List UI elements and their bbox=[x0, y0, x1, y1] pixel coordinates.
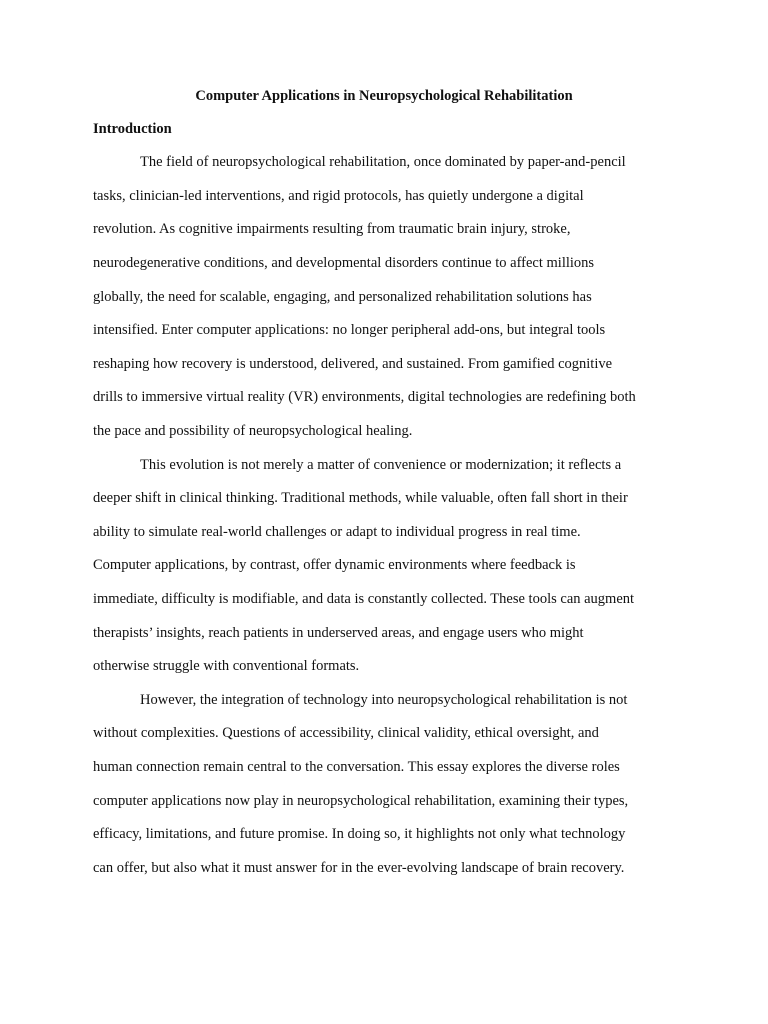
document-title: Computer Applications in Neuropsychological Rehabilitation bbox=[195, 88, 573, 104]
paragraph-1-line-4: neurodegenerative conditions, and developmental disorders continue to affect millions bbox=[93, 255, 595, 271]
paragraph-2-line-3: ability to simulate real-world challenges or adapt to individual progress in real time. bbox=[93, 524, 581, 540]
paragraph-3-line-6: can offer, but also what it must answer for in the ever-evolving landscape of brain recovery. bbox=[93, 860, 625, 876]
paragraph-3-line-2: without complexities. Questions of accessibility, clinical validity, ethical oversight, and bbox=[93, 725, 599, 741]
paragraph-1-line-6: intensified. Enter computer applications: no longer peripheral add-ons, but integral tools bbox=[93, 322, 606, 338]
paragraph-1-line-9: the pace and possibility of neuropsychological healing. bbox=[93, 423, 413, 439]
paragraph-2-line-2: deeper shift in clinical thinking. Traditional methods, while valuable, often fall short in their bbox=[93, 490, 628, 506]
paragraph-1-line-8: drills to immersive virtual reality (VR) environments, digital technologies are redefining both bbox=[93, 389, 636, 405]
paragraph-1-line-5: globally, the need for scalable, engaging, and personalized rehabilitation solutions has bbox=[93, 289, 592, 305]
paragraph-1-line-3: revolution. As cognitive impairments resulting from traumatic brain injury, stroke, bbox=[93, 221, 571, 237]
paragraph-3-line-3: human connection remain central to the conversation. This essay explores the diverse roles bbox=[93, 759, 620, 775]
paragraph-1-line-7: reshaping how recovery is understood, delivered, and sustained. From gamified cognitive bbox=[93, 356, 613, 372]
paragraph-3-line-5: efficacy, limitations, and future promise. In doing so, it highlights not only what technology bbox=[93, 826, 626, 842]
paragraph-1-line-1: The field of neuropsychological rehabilitation, once dominated by paper-and-pencil bbox=[140, 154, 626, 170]
paragraph-2-line-6: therapists’ insights, reach patients in underserved areas, and engage users who might bbox=[93, 625, 584, 641]
paragraph-2-line-7: otherwise struggle with conventional formats. bbox=[93, 658, 360, 674]
paragraph-2-line-5: immediate, difficulty is modifiable, and data is constantly collected. These tools can augment bbox=[93, 591, 635, 607]
paragraph-2-line-4: Computer applications, by contrast, offer dynamic environments where feedback is bbox=[93, 557, 576, 573]
paragraph-2-line-1: This evolution is not merely a matter of convenience or modernization; it reflects a bbox=[140, 457, 622, 473]
paragraph-3-line-4: computer applications now play in neuropsychological rehabilitation, examining their types, bbox=[93, 793, 629, 809]
section-heading: Introduction bbox=[93, 121, 172, 137]
paragraph-1-line-2: tasks, clinician-led interventions, and rigid protocols, has quietly undergone a digital bbox=[93, 188, 584, 204]
paragraph-3-line-1: However, the integration of technology into neuropsychological rehabilitation is not bbox=[140, 692, 628, 708]
